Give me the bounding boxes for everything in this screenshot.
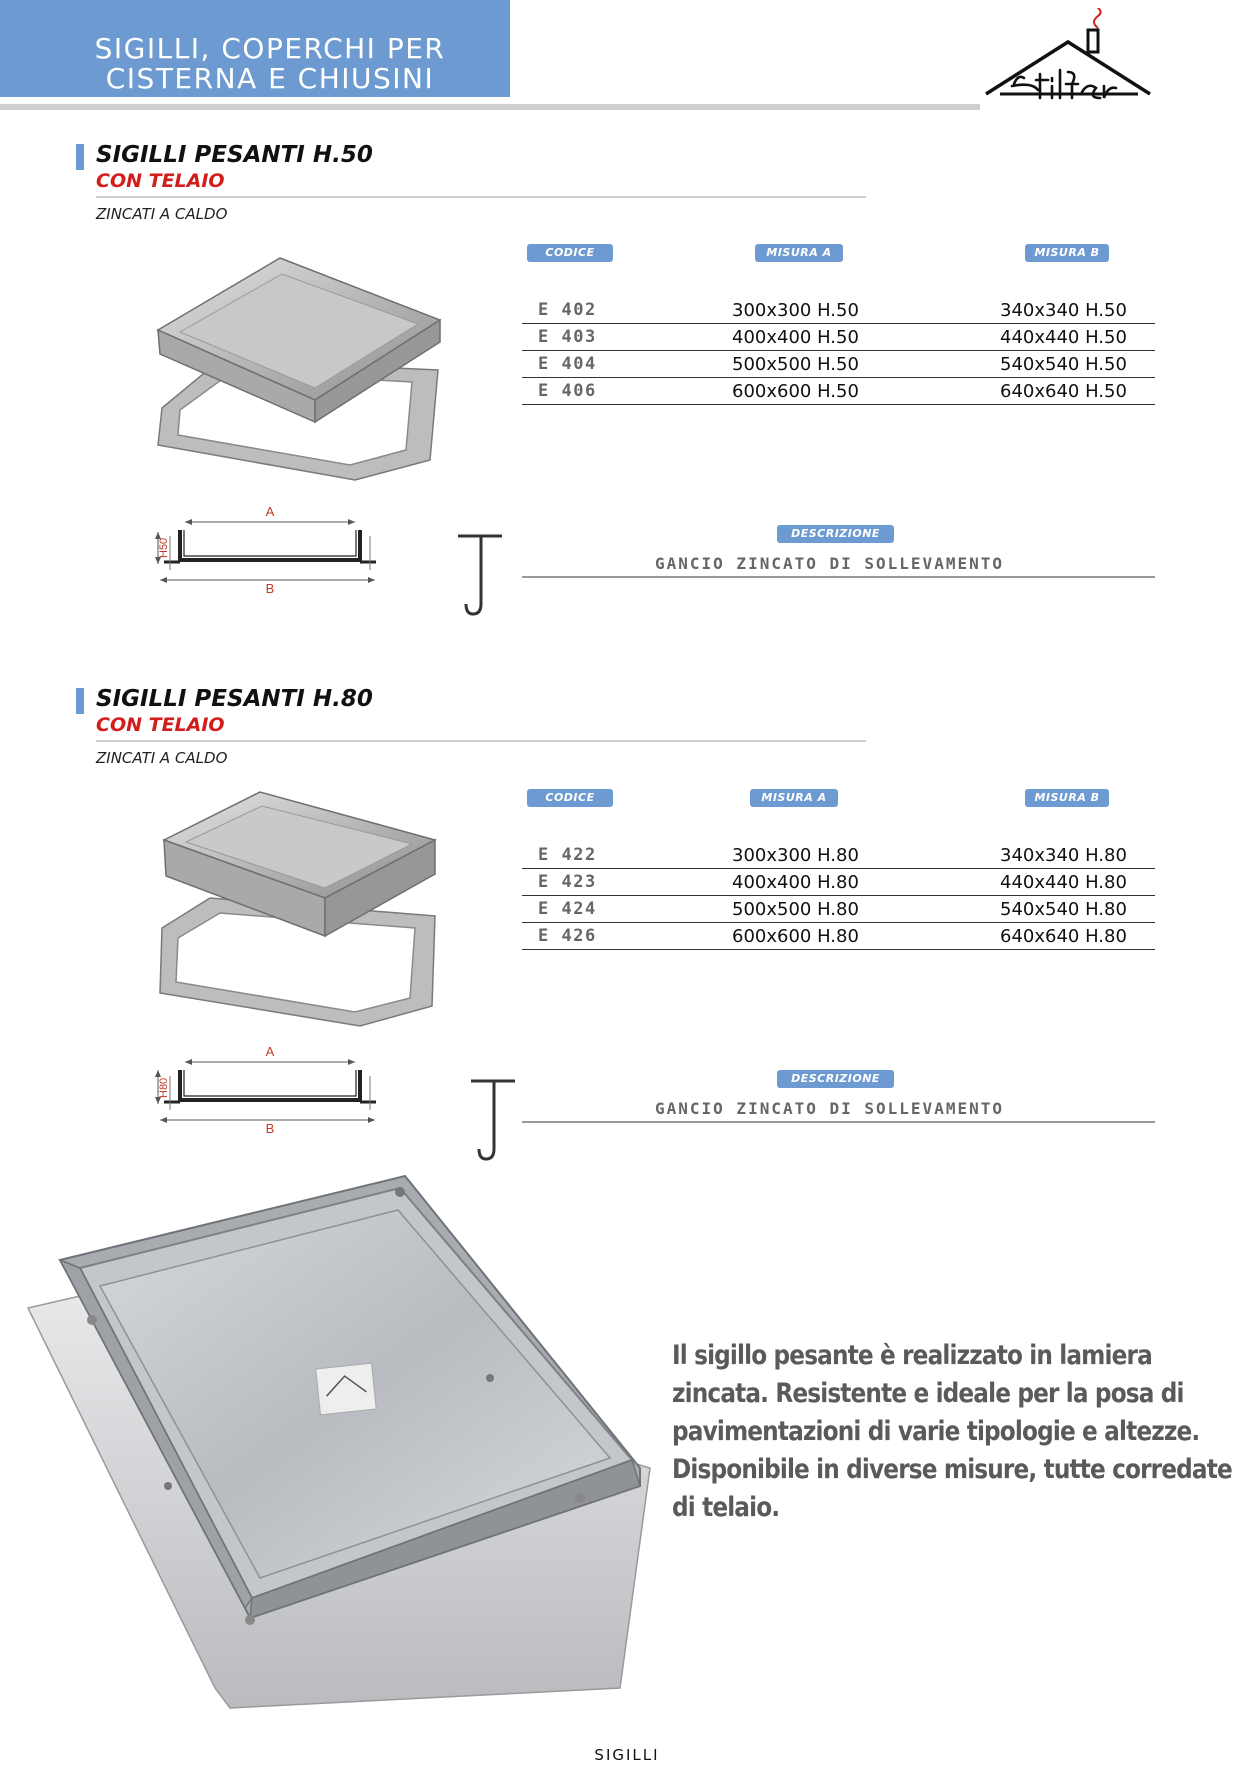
desc-header: DESCRIZIONE — [777, 525, 894, 543]
cell-code: E 403 — [538, 327, 597, 347]
footer-label: SIGILLI — [594, 1746, 660, 1764]
cell-misura-a: 500x500 H.80 — [732, 899, 859, 920]
table-row — [522, 351, 1155, 378]
product-description: Il sigillo pesante è realizzato in lamiera zincata. Resistente e ideale per la posa di pavimentazioni di varie tipologie e altezze. Disponibile in diverse misure, tutte corredate di telaio. — [672, 1340, 1232, 1523]
cell-misura-a: 300x300 H.80 — [732, 845, 859, 866]
cell-misura-b: 340x340 H.80 — [1000, 845, 1127, 866]
cell-misura-b: 340x340 H.50 — [1000, 300, 1127, 321]
hook-icon — [455, 530, 505, 620]
page-title-line1: SIGILLI, COPERCHI PER — [94, 32, 446, 65]
col-header-code: CODICE — [527, 244, 613, 262]
section-title: SIGILLI PESANTI H.80 — [96, 686, 373, 712]
section-rule — [96, 740, 866, 742]
dimension-diagram — [150, 1040, 380, 1135]
cell-misura-b: 540x540 H.80 — [1000, 899, 1127, 920]
cell-misura-a: 400x400 H.50 — [732, 327, 859, 348]
dimension-diagram — [150, 500, 380, 595]
desc-text: GANCIO ZINCATO DI SOLLEVAMENTO — [655, 554, 1004, 573]
cell-misura-b: 540x540 H.50 — [1000, 354, 1127, 375]
table-row — [522, 923, 1155, 950]
section-subtitle: CON TELAIO — [96, 714, 225, 736]
hook-icon — [468, 1075, 518, 1165]
col-header-misura-a: MISURA A — [750, 789, 838, 807]
section-note: ZINCATI A CALDO — [96, 749, 228, 767]
desc-rule — [522, 576, 1155, 578]
section-rule — [96, 196, 866, 198]
desc-rule — [522, 1121, 1155, 1123]
desc-text: GANCIO ZINCATO DI SOLLEVAMENTO — [655, 1099, 1004, 1118]
cell-code: E 404 — [538, 354, 597, 374]
section-title: SIGILLI PESANTI H.50 — [96, 142, 373, 168]
table-row — [522, 869, 1155, 896]
product-photo — [150, 788, 450, 1028]
col-header-misura-b: MISURA B — [1025, 789, 1109, 807]
cell-misura-a: 500x500 H.50 — [732, 354, 859, 375]
diagram-label-b: B — [265, 1121, 275, 1135]
diagram-label-h: H50 — [158, 537, 170, 558]
utilfer-logo — [978, 8, 1158, 118]
table-row — [522, 896, 1155, 923]
section-subtitle: CON TELAIO — [96, 170, 225, 192]
cell-code: E 422 — [538, 845, 597, 865]
section-marker — [76, 144, 84, 170]
large-product-photo — [20, 1168, 660, 1713]
diagram-label-b: B — [265, 581, 275, 595]
cell-misura-a: 400x400 H.80 — [732, 872, 859, 893]
cell-misura-b: 440x440 H.50 — [1000, 327, 1127, 348]
cell-code: E 426 — [538, 926, 597, 946]
cell-misura-a: 600x600 H.80 — [732, 926, 859, 947]
cell-misura-b: 640x640 H.80 — [1000, 926, 1127, 947]
diagram-label-h: H80 — [158, 1077, 170, 1098]
section-marker — [76, 688, 84, 714]
cell-code: E 423 — [538, 872, 597, 892]
header-rule — [0, 104, 980, 110]
cell-misura-b: 440x440 H.80 — [1000, 872, 1127, 893]
table-row — [522, 842, 1155, 869]
cell-misura-a: 300x300 H.50 — [732, 300, 859, 321]
cell-misura-a: 600x600 H.50 — [732, 381, 859, 402]
cell-code: E 402 — [538, 300, 597, 320]
cell-code: E 424 — [538, 899, 597, 919]
desc-header: DESCRIZIONE — [777, 1070, 894, 1088]
table-row — [522, 324, 1155, 351]
page-title — [40, 34, 500, 94]
col-header-misura-a: MISURA A — [755, 244, 843, 262]
col-header-code: CODICE — [527, 789, 613, 807]
table-row — [522, 378, 1155, 405]
col-header-misura-b: MISURA B — [1025, 244, 1109, 262]
section-note: ZINCATI A CALDO — [96, 205, 228, 223]
cell-misura-b: 640x640 H.50 — [1000, 381, 1127, 402]
cell-code: E 406 — [538, 381, 597, 401]
table-row — [522, 297, 1155, 324]
diagram-label-a: A — [265, 504, 275, 519]
diagram-label-a: A — [265, 1044, 275, 1059]
product-photo — [150, 250, 450, 485]
page-title-line2: CISTERNA E CHIUSINI — [105, 62, 435, 95]
